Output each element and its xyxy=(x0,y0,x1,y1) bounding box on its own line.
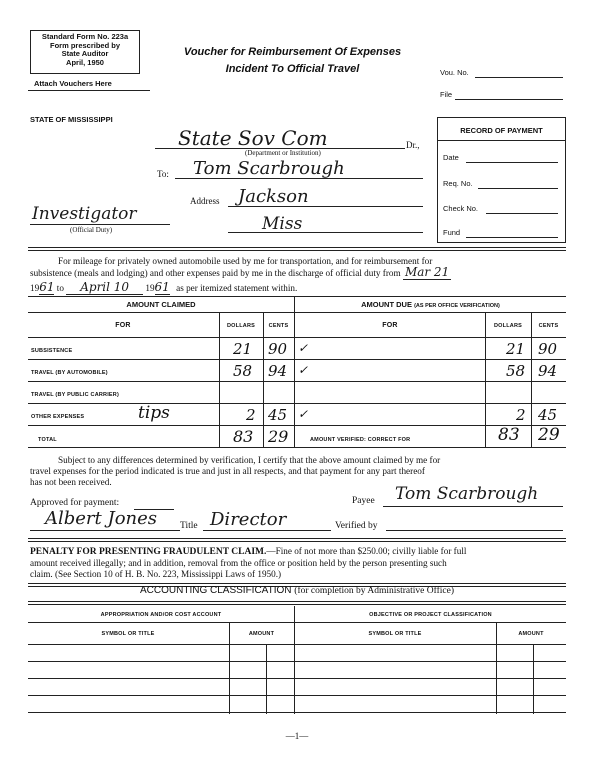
objective-header: OBJECTIVE OR PROJECT CLASSIFICATION xyxy=(369,612,492,618)
penalty-text xyxy=(30,546,566,580)
penalty-line2: amount received illegally; and in addition, removal from the office or position held by the person presenting such xyxy=(30,558,447,568)
amount-due-header xyxy=(295,300,566,309)
amount-due-label: AMOUNT DUE xyxy=(361,300,412,309)
from-date: Mar 21 xyxy=(404,265,450,279)
left-symbol-col: SYMBOL OR TITLE xyxy=(101,631,155,637)
mileage-line3 xyxy=(30,282,566,294)
row-other-due-cents: 45 xyxy=(538,406,558,424)
address-line1: Jackson xyxy=(238,186,309,207)
mileage-suffix: as per itemized statement within. xyxy=(176,283,298,293)
standard-form-box xyxy=(30,30,140,74)
title-value: Director xyxy=(210,509,287,530)
row-total-label: TOTAL xyxy=(38,437,57,443)
address-line2: Miss xyxy=(262,214,303,234)
official-duty-value: Investigator xyxy=(32,204,137,224)
rop-fund-label: Fund xyxy=(443,228,461,237)
title-label: Title xyxy=(180,521,198,531)
claimed-cents-col: CENTS xyxy=(268,323,289,329)
mileage-text xyxy=(30,256,566,294)
payee-label: Payee xyxy=(352,496,375,506)
year-2: 61 xyxy=(154,280,170,294)
year-prefix-2: 19 xyxy=(145,283,155,293)
right-amount-col: AMOUNT xyxy=(518,631,544,637)
attach-vouchers-label: Attach Vouchers Here xyxy=(34,79,112,88)
official-duty-caption: (Official Duty) xyxy=(70,226,113,234)
row-subsistence-due-cents: 90 xyxy=(538,340,558,358)
standard-form-auditor: State Auditor xyxy=(61,49,109,58)
accounting-title-main: ACCOUNTING CLASSIFICATION xyxy=(140,585,292,596)
row-subsistence-label: SUBSISTENCE xyxy=(31,348,73,354)
payee-signature: Tom Scarbrough xyxy=(395,484,539,504)
row-total-due-cents: 29 xyxy=(538,425,560,445)
voucher-title-line2: Incident To Official Travel xyxy=(225,63,360,75)
right-symbol-col: SYMBOL OR TITLE xyxy=(368,631,422,637)
address-label: Address xyxy=(190,196,220,206)
claimed-dollars-col: DOLLARS xyxy=(227,323,255,329)
accounting-subtitle: (for completion by Administrative Office) xyxy=(294,586,454,596)
row-travel-auto-due-cents: 94 xyxy=(538,362,558,380)
claimed-for-col: FOR xyxy=(115,322,131,329)
standard-form-number: Standard Form No. 223a xyxy=(41,32,129,41)
certify-line3: has not been received. xyxy=(30,477,112,487)
department-value: State Sov Com xyxy=(178,126,328,150)
penalty-line3: claim. (See Section 10 of H. B. No. 223, Mississippi Laws of 1950.) xyxy=(30,569,282,579)
row-subsistence-check: ✓ xyxy=(298,341,309,355)
record-of-payment-title: RECORD OF PAYMENT xyxy=(460,126,543,135)
certify-line1: Subject to any differences determined by verification, I certify that the above amount claimed by me for xyxy=(58,455,441,465)
amount-table xyxy=(28,296,566,448)
department-caption: (Department or Institution) xyxy=(245,149,321,157)
vou-no-label: Vou. No. xyxy=(440,68,469,77)
rop-check-label: Check No. xyxy=(443,204,479,213)
approved-label: Approved for payment: xyxy=(30,498,120,508)
voucher-title-line1: Voucher for Reimbursement Of Expenses xyxy=(183,46,402,58)
to-label: To: xyxy=(157,169,169,179)
due-dollars-col: DOLLARS xyxy=(494,323,522,329)
left-amount-col: AMOUNT xyxy=(248,631,275,637)
state-label: STATE OF MISSISSIPPI xyxy=(30,115,113,124)
row-total-dollars: 83 xyxy=(233,427,254,446)
mileage-line2-prefix: subsistence (meals and lodging) and other expenses paid by me in the discharge of official duty from xyxy=(30,268,401,278)
voucher-title xyxy=(150,44,435,78)
appropriation-header: APPROPRIATION AND/OR COST ACCOUNT xyxy=(100,612,222,618)
due-for-col: FOR xyxy=(382,322,398,329)
row-other-due-dollars: 2 xyxy=(516,406,526,424)
certify-line2: travel expenses for the period indicated is true and just in all respects, and that payment for any part thereof xyxy=(30,466,425,476)
mileage-line1: For mileage for privately owned automobile used by me for transportation, and for reimbursement for xyxy=(58,256,433,266)
row-travel-auto-dollars: 58 xyxy=(233,362,253,380)
verified-by-label: Verified by xyxy=(335,521,378,531)
file-label: File xyxy=(440,90,453,99)
penalty-line1-rest: —Fine of not more than $250.00; civilly liable for full xyxy=(266,546,467,556)
year-prefix-1: 19 xyxy=(30,283,40,293)
mileage-line2 xyxy=(30,267,566,279)
page-number: —1— xyxy=(285,731,309,741)
penalty-heading: PENALTY FOR PRESENTING FRAUDULENT CLAIM. xyxy=(30,547,267,557)
to-word: to xyxy=(56,283,64,293)
row-travel-auto-check: ✓ xyxy=(298,363,309,377)
row-travel-auto-label: TRAVEL (BY AUTOMOBILE) xyxy=(31,370,108,376)
amount-claimed-header: AMOUNT CLAIMED xyxy=(126,300,196,309)
accounting-title xyxy=(28,585,566,596)
row-subsistence-due-dollars: 21 xyxy=(506,340,526,358)
accounting-table xyxy=(28,606,566,726)
row-total-cents: 29 xyxy=(268,427,289,446)
year-1: 61 xyxy=(39,280,55,294)
rop-date-label: Date xyxy=(443,153,459,162)
penalty-line1 xyxy=(30,546,566,558)
row-travel-public-label: TRAVEL (BY PUBLIC CARRIER) xyxy=(31,392,120,398)
row-other-label: OTHER EXPENSES xyxy=(31,414,85,420)
row-total-due-dollars: 83 xyxy=(498,425,520,445)
approved-signature: Albert Jones xyxy=(45,508,158,529)
row-other-check: ✓ xyxy=(298,407,309,421)
to-date: April 10 xyxy=(66,280,143,295)
to-value: Tom Scarbrough xyxy=(193,158,345,179)
rop-req-label: Req. No. xyxy=(443,179,473,188)
amount-due-note: (AS PER OFFICE VERIFICATION) xyxy=(414,303,500,309)
row-subsistence-cents: 90 xyxy=(268,340,288,358)
due-cents-col: CENTS xyxy=(538,323,559,329)
row-other-dollars: 2 xyxy=(246,406,256,424)
row-subsistence-dollars: 21 xyxy=(233,340,253,358)
standard-form-date: April, 1950 xyxy=(66,57,104,67)
row-travel-auto-cents: 94 xyxy=(268,362,288,380)
row-other-note: tips xyxy=(138,403,170,423)
standard-form-prescribed: Form prescribed by xyxy=(49,40,121,50)
record-of-payment-box xyxy=(437,117,566,243)
amount-verified-label: AMOUNT VERIFIED: CORRECT FOR xyxy=(310,437,411,443)
row-other-cents: 45 xyxy=(268,406,288,424)
department-suffix: Dr., xyxy=(406,140,420,150)
row-travel-auto-due-dollars: 58 xyxy=(506,362,526,380)
